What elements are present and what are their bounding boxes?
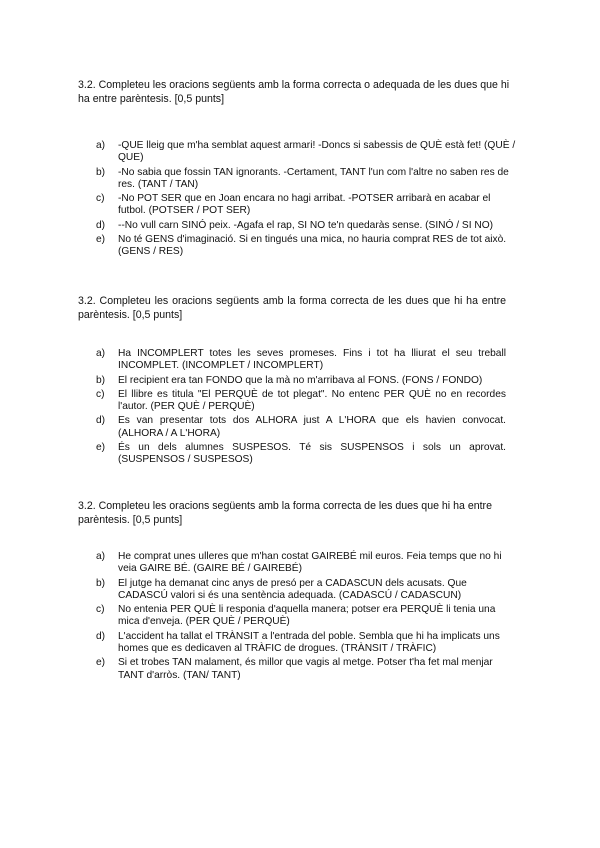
item-marker: a) — [96, 348, 106, 359]
item-marker: d) — [96, 219, 106, 231]
list-item — [96, 167, 516, 192]
list-item — [96, 234, 516, 259]
item-marker: e) — [96, 442, 106, 454]
list-item — [96, 193, 516, 218]
item-text: Ha INCOMPLERT totes les seves promeses. Fins i tot ha lliurat el seu treball INCOMPLET. (INCOMPLET / INCOMPLERT) — [118, 348, 506, 372]
item-text: És un dels alumnes SUSPESOS. Té sis SUSPENSOS i sols un aprovat. (SUSPENSOS / SUSPESOS) — [118, 442, 506, 466]
item-text: --No vull carn SINÓ peix. -Agafa el rap, SI NO te'n quedaràs sense. (SINÓ / SI NO) — [118, 219, 494, 231]
item-marker: a) — [96, 551, 106, 562]
item-marker: d) — [96, 630, 106, 642]
list-item — [96, 415, 506, 440]
item-marker: e) — [96, 234, 106, 246]
item-text: Es van presentar tots dos ALHORA just A L'HORA que els havien convocat. (ALHORA / A L'HORA) — [118, 415, 506, 439]
exercise-list — [96, 551, 508, 682]
list-item — [96, 604, 508, 629]
list-item — [96, 140, 516, 165]
item-marker: e) — [96, 657, 106, 669]
item-text: He comprat unes ulleres que m'han costat GAIREBÉ mil euros. Feia temps que no hi veia GAIRE BÉ. (GAIRE BÉ / GAIREBÉ) — [118, 551, 502, 575]
item-text: Si et trobes TAN malament, és millor que vagis al metge. Potser t'ha fet mal menjar TANT d'arròs. (TAN/ TANT) — [118, 657, 493, 681]
item-text: -No sabia que fossin TAN ignorants. -Certament, TANT l'un com l'altre no saben res de res. (TANT / TAN) — [118, 166, 509, 190]
exercise-section-2 — [78, 295, 506, 469]
item-text: L'accident ha tallat el TRÀNSIT a l'entrada del poble. Sembla que hi ha implicats uns homes que es dedicaven al TRÀFIC de drogues. (TRÀNSIT / TRÀFIC) — [118, 630, 500, 655]
list-item — [96, 551, 508, 576]
exercise-heading: 3.2. Completeu les oracions següents amb la forma correcta o adequada de les dues que hi ha entre parèntesis. [0,5 punts] — [78, 79, 510, 105]
list-item — [96, 375, 506, 387]
list-item — [96, 348, 506, 373]
item-text: No entenia PER QUÈ li responia d'aquella manera; potser era PERQUÈ li tenia una mica d'enveja. (PER QUÈ / PERQUÈ) — [118, 604, 496, 628]
list-item — [96, 389, 506, 414]
item-marker: d) — [96, 415, 106, 427]
item-marker: b) — [96, 374, 106, 386]
item-text: El jutge ha demanat cinc anys de presó per a CADASCUN dels acusats. Que CADASCÚ valori si és una sentència adequada. (CADASCÚ / CADASCUN) — [118, 577, 467, 601]
list-item — [96, 578, 508, 603]
exercise-list — [96, 348, 506, 467]
exercise-heading: 3.2. Completeu les oracions següents amb la forma correcta de les dues que hi ha entre parèntesis. [0,5 punts] — [78, 295, 506, 321]
list-item — [96, 631, 508, 656]
item-marker: a) — [96, 140, 106, 151]
list-item — [96, 657, 508, 682]
item-text: No té GENS d'imaginació. Si en tingués una mica, no hauria comprat RES de tot això. (GENS / RES) — [118, 234, 507, 258]
exercise-section-1 — [78, 79, 518, 261]
item-marker: c) — [96, 604, 105, 616]
item-marker: c) — [96, 388, 105, 400]
exercise-heading: 3.2. Completeu les oracions següents amb la forma correcta de les dues que hi ha entre parèntesis. [0,5 punts] — [78, 500, 492, 526]
item-marker: b) — [96, 577, 106, 589]
item-text: -QUE lleig que m'ha semblat aquest armari! -Doncs si sabessis de QUÈ està fet! (QUÈ / QUE) — [118, 140, 516, 164]
item-text: El llibre es titula "El PERQUÈ de tot plegat". No entenc PER QUÈ no en recordes l'autor. (PER QUÈ / PERQUÈ) — [118, 388, 506, 413]
item-text: El recipient era tan FONDO que la mà no m'arribava al FONS. (FONS / FONDO) — [118, 374, 483, 386]
item-text: -No POT SER que en Joan encara no hagi arribat. -POTSER arribarà en acabar el futbol. (POTSER / POT SER) — [118, 193, 491, 217]
exercise-list — [96, 140, 516, 259]
list-item — [96, 220, 516, 232]
exercise-section-3 — [78, 500, 503, 684]
item-marker: c) — [96, 193, 105, 205]
list-item — [96, 442, 506, 467]
item-marker: b) — [96, 166, 106, 178]
